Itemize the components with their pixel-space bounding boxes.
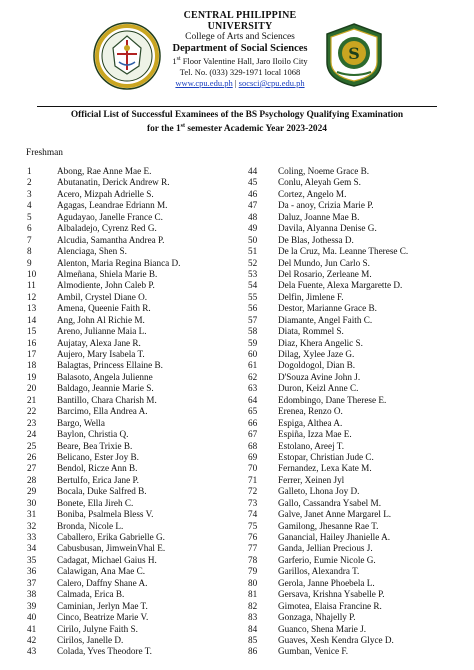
examinee-number: 70 bbox=[248, 463, 258, 474]
examinee-name: Aujatay, Alexa Jane R. bbox=[57, 337, 141, 348]
examinee-name: Del Mundo, Jun Carlo S. bbox=[278, 257, 370, 268]
examinee-row bbox=[248, 566, 458, 577]
examinee-name: Alcudia, Samantha Andrea P. bbox=[57, 234, 165, 245]
examinee-row bbox=[27, 521, 227, 532]
examinee-row bbox=[248, 589, 458, 600]
examinee-number: 68 bbox=[248, 440, 258, 451]
examinee-name: Fernandez, Lexa Kate M. bbox=[278, 463, 372, 474]
examinee-number: 7 bbox=[27, 234, 32, 245]
examinee-name: Almodiente, John Caleb P. bbox=[57, 280, 155, 291]
examinee-number: 31 bbox=[27, 509, 37, 520]
examinee-name: Conlu, Aleyah Gem S. bbox=[278, 177, 361, 188]
examinee-row bbox=[27, 406, 227, 417]
title-line-2-sup: st bbox=[180, 123, 186, 129]
examinee-row bbox=[248, 543, 458, 554]
examinee-row bbox=[248, 406, 458, 417]
examinee-number: 46 bbox=[248, 188, 258, 199]
examinee-row bbox=[27, 543, 227, 554]
examinee-number: 73 bbox=[248, 497, 258, 508]
examinee-number: 55 bbox=[248, 291, 258, 302]
examinee-number: 17 bbox=[27, 349, 37, 359]
examinee-number: 35 bbox=[27, 554, 37, 565]
examinee-name: Guanco, Shena Marie J. bbox=[278, 623, 367, 634]
examinee-row bbox=[27, 463, 227, 474]
examinee-row bbox=[248, 269, 458, 280]
university-name: CENTRAL PHILIPPINE UNIVERSITY bbox=[183, 10, 297, 32]
examinee-name: Estopar, Christian Jude C. bbox=[278, 451, 374, 462]
examinee-name: Calmada, Erica B. bbox=[57, 589, 125, 600]
examinee-number: 69 bbox=[248, 451, 258, 462]
examinee-name: Erenea, Renzo O. bbox=[278, 406, 343, 417]
examinee-row bbox=[27, 624, 227, 635]
examinee-row bbox=[27, 235, 227, 246]
examinee-number: 41 bbox=[27, 623, 37, 634]
examinee-number: 34 bbox=[27, 543, 37, 554]
svg-text:S: S bbox=[348, 44, 360, 63]
examinee-number: 53 bbox=[248, 268, 258, 279]
examinee-number: 83 bbox=[248, 612, 258, 623]
examinee-number: 39 bbox=[27, 600, 37, 611]
examinee-name: Daluz, Joanne Mae B. bbox=[278, 211, 360, 222]
examinee-number: 78 bbox=[248, 554, 258, 565]
email-link[interactable]: socsci@cpu.edu.ph bbox=[238, 77, 305, 88]
examinee-number: 13 bbox=[27, 303, 37, 314]
examinee-number: 50 bbox=[248, 234, 258, 245]
examinee-number: 16 bbox=[27, 337, 37, 348]
examinee-row bbox=[27, 418, 227, 429]
document-title bbox=[40, 110, 434, 135]
examinee-name: Dogoldogol, Dian B. bbox=[278, 360, 356, 371]
examinee-row bbox=[248, 624, 458, 635]
department-name: Department of Social Sciences bbox=[172, 43, 308, 54]
examinee-row bbox=[27, 395, 227, 406]
examinee-number: 1 bbox=[27, 166, 32, 176]
examinee-number: 10 bbox=[27, 268, 37, 279]
examinee-name: Boniba, Psalmela Bless V. bbox=[57, 509, 154, 520]
examinee-name: Areno, Julianne Maia L. bbox=[57, 326, 147, 337]
examinee-number: 65 bbox=[248, 406, 258, 417]
examinee-row bbox=[27, 189, 227, 200]
examinee-list-right bbox=[248, 166, 458, 658]
examinee-name: Gersava, Krishna Ysabelle P. bbox=[278, 589, 385, 600]
examinee-name: Dilag, Xylee Jaze G. bbox=[278, 349, 355, 359]
examinee-name: Coling, Noeme Grace B. bbox=[278, 166, 370, 176]
examinee-number: 49 bbox=[248, 223, 258, 234]
examinee-row bbox=[27, 566, 227, 577]
examinee-name: Abong, Rae Anne Mae E. bbox=[57, 166, 152, 176]
examinee-row bbox=[27, 326, 227, 337]
examinee-number: 52 bbox=[248, 257, 258, 268]
examinee-name: Diamante, Angel Faith C. bbox=[278, 314, 373, 325]
examinee-row bbox=[248, 326, 458, 337]
examinee-row bbox=[27, 246, 227, 257]
examinee-name: Bertulfo, Erica Jane P. bbox=[57, 474, 139, 485]
examinee-number: 76 bbox=[248, 532, 258, 542]
examinee-row bbox=[248, 246, 458, 257]
address bbox=[155, 54, 325, 67]
examinee-name: Estolano, Areej T. bbox=[278, 440, 344, 451]
examinee-name: Cortez, Angelo M. bbox=[278, 188, 347, 199]
examinee-row bbox=[27, 338, 227, 349]
social-sciences-department-logo bbox=[323, 22, 385, 88]
examinee-row bbox=[27, 441, 227, 452]
examinee-number: 33 bbox=[27, 532, 37, 542]
examinee-number: 77 bbox=[248, 543, 258, 554]
examinee-row bbox=[27, 383, 227, 394]
examinee-row bbox=[248, 612, 458, 623]
examinee-row bbox=[248, 200, 458, 211]
examinee-row bbox=[248, 292, 458, 303]
examinee-name: Cirilos, Janelle D. bbox=[57, 634, 124, 645]
examinee-number: 75 bbox=[248, 520, 258, 531]
examinee-row bbox=[27, 498, 227, 509]
examinee-row bbox=[27, 349, 227, 360]
address-suffix: st bbox=[176, 56, 181, 62]
examinee-name: Calero, Daffny Shane A. bbox=[57, 577, 148, 588]
examinee-row bbox=[27, 200, 227, 211]
examinee-row bbox=[27, 372, 227, 383]
examinee-number: 81 bbox=[248, 589, 258, 600]
examinee-name: Ambil, Crystel Diane O. bbox=[57, 291, 148, 302]
examinee-number: 45 bbox=[248, 177, 258, 188]
examinee-name: De la Cruz, Ma. Leanne Therese C. bbox=[278, 246, 409, 257]
year-level-heading: Freshman bbox=[26, 148, 63, 158]
examinee-list-left bbox=[27, 166, 227, 658]
examinee-number: 36 bbox=[27, 566, 37, 577]
examinee-row bbox=[248, 338, 458, 349]
examinee-row bbox=[248, 532, 458, 543]
examinee-number: 3 bbox=[27, 188, 32, 199]
title-line-2-pre: for the 1 bbox=[146, 124, 181, 135]
examinee-name: Ganda, Jellian Precious J. bbox=[278, 543, 373, 554]
examinee-number: 67 bbox=[248, 429, 258, 440]
examinee-name: Gerola, Janne Phoebela L. bbox=[278, 577, 375, 588]
examinee-row bbox=[27, 223, 227, 234]
website-link[interactable]: www.cpu.edu.ph bbox=[175, 77, 233, 88]
link-separator: | bbox=[232, 77, 239, 88]
examinee-name: De Blas, Jothessa D. bbox=[278, 234, 354, 245]
examinee-number: 32 bbox=[27, 520, 37, 531]
examinee-number: 21 bbox=[27, 394, 37, 405]
examinee-name: Delfin, Jimlene F. bbox=[278, 291, 344, 302]
examinee-number: 61 bbox=[248, 360, 258, 371]
examinee-row bbox=[27, 555, 227, 566]
examinee-number: 71 bbox=[248, 474, 258, 485]
examinee-number: 19 bbox=[27, 371, 37, 382]
examinee-row bbox=[27, 509, 227, 520]
examinee-number: 66 bbox=[248, 417, 258, 428]
examinee-name: Duron, Keizl Anne C. bbox=[278, 383, 359, 394]
examinee-row bbox=[248, 463, 458, 474]
examinee-row bbox=[27, 612, 227, 623]
examinee-row bbox=[248, 475, 458, 486]
examinee-row bbox=[248, 646, 458, 657]
examinee-number: 59 bbox=[248, 337, 258, 348]
examinee-name: Del Rosario, Zerleane M. bbox=[278, 268, 372, 279]
examinee-name: Agudayao, Janelle France C. bbox=[57, 211, 163, 222]
examinee-number: 4 bbox=[27, 200, 32, 211]
examinee-row bbox=[248, 521, 458, 532]
examinee-row bbox=[27, 269, 227, 280]
examinee-row bbox=[248, 349, 458, 360]
examinee-number: 5 bbox=[27, 211, 32, 222]
examinee-row bbox=[248, 578, 458, 589]
examinee-name: Ferrer, Xeinen Jyl bbox=[278, 474, 345, 485]
examinee-row bbox=[248, 418, 458, 429]
examinee-name: Alenciaga, Shen S. bbox=[57, 246, 127, 257]
examinee-row bbox=[248, 258, 458, 269]
examinee-number: 2 bbox=[27, 177, 32, 188]
examinee-name: Baylon, Christia Q. bbox=[57, 429, 129, 440]
examinee-row bbox=[27, 452, 227, 463]
examinee-row bbox=[27, 486, 227, 497]
examinee-name: Gumban, Venice F. bbox=[278, 646, 349, 657]
examinee-row bbox=[27, 177, 227, 188]
examinee-name: Balagtas, Princess Ellaine B. bbox=[57, 360, 163, 371]
cpu-seal-logo bbox=[93, 22, 161, 90]
examinee-name: Ganancial, Hailey Jhanielle A. bbox=[278, 532, 390, 542]
examinee-row bbox=[248, 441, 458, 452]
examinee-name: Acero, Mizpah Adrielle S. bbox=[57, 188, 154, 199]
examinee-row bbox=[27, 212, 227, 223]
examinee-number: 25 bbox=[27, 440, 37, 451]
examinee-name: Guaves, Xesh Kendra Glyce D. bbox=[278, 634, 394, 645]
examinee-row bbox=[248, 189, 458, 200]
examinee-number: 51 bbox=[248, 246, 258, 257]
examinee-name: Bonete, Ella Jireh C. bbox=[57, 497, 134, 508]
address-number: 1 bbox=[172, 55, 177, 66]
examinee-row bbox=[248, 509, 458, 520]
examinee-number: 23 bbox=[27, 417, 37, 428]
examinee-name: Agagas, Leandrae Edriann M. bbox=[57, 200, 168, 211]
examinee-row bbox=[248, 223, 458, 234]
header-divider bbox=[37, 106, 437, 107]
examinee-name: Espiga, Althea A. bbox=[278, 417, 343, 428]
examinee-number: 11 bbox=[27, 280, 36, 291]
examinee-row bbox=[248, 235, 458, 246]
examinee-name: D'Souza Avine John J. bbox=[278, 371, 361, 382]
examinee-row bbox=[27, 280, 227, 291]
examinee-name: Bargo, Wella bbox=[57, 417, 105, 428]
examinee-number: 48 bbox=[248, 211, 258, 222]
examinee-number: 12 bbox=[27, 291, 37, 302]
examinee-row bbox=[27, 635, 227, 646]
examinee-row bbox=[27, 601, 227, 612]
examinee-number: 86 bbox=[248, 646, 258, 657]
examinee-name: Galleto, Lhona Joy D. bbox=[278, 486, 360, 497]
examinee-name: Cinco, Beatrize Marie V. bbox=[57, 612, 149, 623]
examinee-row bbox=[248, 372, 458, 383]
examinee-name: Galve, Janet Anne Margarel L. bbox=[278, 509, 392, 520]
examinee-number: 84 bbox=[248, 623, 258, 634]
examinee-name: Calawigan, Ana Mae C. bbox=[57, 566, 146, 577]
letterhead bbox=[0, 10, 474, 102]
examinee-name: Gimotea, Elaisa Francine R. bbox=[278, 600, 382, 611]
examinee-number: 43 bbox=[27, 646, 37, 657]
examinee-number: 40 bbox=[27, 612, 37, 623]
examinee-number: 54 bbox=[248, 280, 258, 291]
examinee-name: Ang, John Al Richie M. bbox=[57, 314, 145, 325]
examinee-name: Bocala, Duke Salfred B. bbox=[57, 486, 147, 497]
examinee-number: 29 bbox=[27, 486, 37, 497]
telephone: Tel. No. (033) 329-1971 local 1068 bbox=[179, 66, 301, 77]
examinee-name: Garferio, Eumie Nicole G. bbox=[278, 554, 376, 565]
examinee-row bbox=[248, 303, 458, 314]
examinee-name: Barcimo, Ella Andrea A. bbox=[57, 406, 148, 417]
address-text: Floor Valentine Hall, Jaro Iloilo City bbox=[180, 55, 308, 66]
examinee-name: Gamilong, Jhesanne Rae T. bbox=[278, 520, 379, 531]
examinee-number: 6 bbox=[27, 223, 32, 234]
examinee-row bbox=[27, 303, 227, 314]
examinee-name: Almeñana, Shiela Marie B. bbox=[57, 268, 158, 279]
examinee-row bbox=[248, 395, 458, 406]
examinee-row bbox=[248, 383, 458, 394]
title-line-2-post: semester Academic Year 2023-2024 bbox=[185, 124, 327, 135]
examinee-number: 72 bbox=[248, 486, 258, 497]
examinee-name: Espiña, Izza Mae E. bbox=[278, 429, 352, 440]
examinee-row bbox=[27, 475, 227, 486]
examinee-name: Garillos, Alexandra T. bbox=[278, 566, 360, 577]
examinee-name: Destor, Marianne Grace B. bbox=[278, 303, 377, 314]
examinee-row bbox=[27, 589, 227, 600]
examinee-row bbox=[27, 578, 227, 589]
examinee-number: 22 bbox=[27, 406, 37, 417]
examinee-name: Bronda, Nicole L. bbox=[57, 520, 124, 531]
examinee-number: 85 bbox=[248, 634, 258, 645]
examinee-number: 42 bbox=[27, 634, 37, 645]
title-line-2 bbox=[40, 121, 434, 135]
contact-links bbox=[155, 78, 325, 89]
examinee-number: 8 bbox=[27, 246, 32, 257]
letterhead-text bbox=[155, 10, 325, 89]
examinee-number: 18 bbox=[27, 360, 37, 371]
examinee-name: Colada, Yves Theodore T. bbox=[57, 646, 152, 657]
examinee-row bbox=[248, 315, 458, 326]
examinee-number: 26 bbox=[27, 451, 37, 462]
examinee-name: Baldago, Jeannie Marie S. bbox=[57, 383, 154, 394]
examinee-name: Caballero, Erika Gabrielle G. bbox=[57, 532, 165, 542]
examinee-row bbox=[27, 315, 227, 326]
examinee-number: 38 bbox=[27, 589, 37, 600]
examinee-number: 30 bbox=[27, 497, 37, 508]
examinee-number: 64 bbox=[248, 394, 258, 405]
examinee-name: Diaz, Khera Angelic S. bbox=[278, 337, 363, 348]
examinee-row bbox=[248, 498, 458, 509]
title-line-1: Official List of Successful Examinees of the BS Psychology Qualifying Examination bbox=[70, 110, 404, 120]
examinee-row bbox=[248, 360, 458, 371]
examinee-name: Abutanatin, Derick Andrew R. bbox=[57, 177, 170, 188]
examinee-number: 14 bbox=[27, 314, 37, 325]
examinee-number: 58 bbox=[248, 326, 258, 337]
examinee-number: 60 bbox=[248, 349, 258, 359]
examinee-row bbox=[248, 635, 458, 646]
examinee-name: Bendol, Ricze Ann B. bbox=[57, 463, 138, 474]
examinee-name: Dela Fuente, Alexa Margarette D. bbox=[278, 280, 403, 291]
examinee-row bbox=[248, 429, 458, 440]
examinee-name: Albaladejo, Cyrenz Red G. bbox=[57, 223, 157, 234]
examinee-number: 9 bbox=[27, 257, 32, 268]
examinee-number: 79 bbox=[248, 566, 258, 577]
examinee-name: Da - anoy, Crizia Marie P. bbox=[278, 200, 374, 211]
examinee-row bbox=[248, 280, 458, 291]
examinee-name: Cirilo, Julyne Faith S. bbox=[57, 623, 138, 634]
examinee-name: Alenton, Maria Regina Bianca D. bbox=[57, 257, 181, 268]
examinee-row bbox=[248, 212, 458, 223]
examinee-name: Beare, Bea Trixie B. bbox=[57, 440, 133, 451]
examinee-row bbox=[248, 555, 458, 566]
examinee-row bbox=[27, 258, 227, 269]
examinee-row bbox=[27, 646, 227, 657]
examinee-row bbox=[248, 177, 458, 188]
examinee-name: Edombingo, Dane Therese E. bbox=[278, 394, 387, 405]
examinee-name: Cabusbusan, JimweinVhal E. bbox=[57, 543, 166, 554]
examinee-row bbox=[248, 452, 458, 463]
examinee-name: Gonzaga, Nhajelly P. bbox=[278, 612, 356, 623]
examinee-number: 15 bbox=[27, 326, 37, 337]
examinee-name: Gallo, Cassandra Ysabel M. bbox=[278, 497, 381, 508]
examinee-row bbox=[27, 360, 227, 371]
examinee-name: Belicano, Ester Joy B. bbox=[57, 451, 139, 462]
examinee-number: 44 bbox=[248, 166, 258, 176]
examinee-number: 27 bbox=[27, 463, 37, 474]
examinee-name: Diata, Rommel S. bbox=[278, 326, 344, 337]
examinee-number: 57 bbox=[248, 314, 258, 325]
examinee-row bbox=[27, 429, 227, 440]
examinee-name: Balasoto, Angela Julienne bbox=[57, 371, 153, 382]
college-name: College of Arts and Sciences bbox=[185, 32, 295, 42]
examinee-number: 56 bbox=[248, 303, 258, 314]
examinee-row bbox=[27, 166, 227, 177]
examinee-name: Aujero, Mary Isabela T. bbox=[57, 349, 145, 359]
examinee-name: Amena, Queenie Faith R. bbox=[57, 303, 151, 314]
examinee-number: 63 bbox=[248, 383, 258, 394]
examinee-row bbox=[27, 532, 227, 543]
examinee-name: Bantillo, Chara Charish M. bbox=[57, 394, 157, 405]
examinee-name: Caminian, Jerlyn Mae T. bbox=[57, 600, 148, 611]
examinee-row bbox=[248, 486, 458, 497]
examinee-number: 80 bbox=[248, 577, 258, 588]
examinee-number: 82 bbox=[248, 600, 258, 611]
examinee-row bbox=[27, 292, 227, 303]
examinee-number: 37 bbox=[27, 577, 37, 588]
examinee-name: Davila, Alyanna Denise G. bbox=[278, 223, 377, 234]
examinee-number: 20 bbox=[27, 383, 37, 394]
examinee-row bbox=[248, 601, 458, 612]
examinee-number: 28 bbox=[27, 474, 37, 485]
examinee-number: 62 bbox=[248, 371, 258, 382]
examinee-name: Cadagat, Michael Gaius H. bbox=[57, 554, 157, 565]
examinee-number: 24 bbox=[27, 429, 37, 440]
examinee-number: 74 bbox=[248, 509, 258, 520]
examinee-number: 47 bbox=[248, 200, 258, 211]
examinee-row bbox=[248, 166, 458, 177]
